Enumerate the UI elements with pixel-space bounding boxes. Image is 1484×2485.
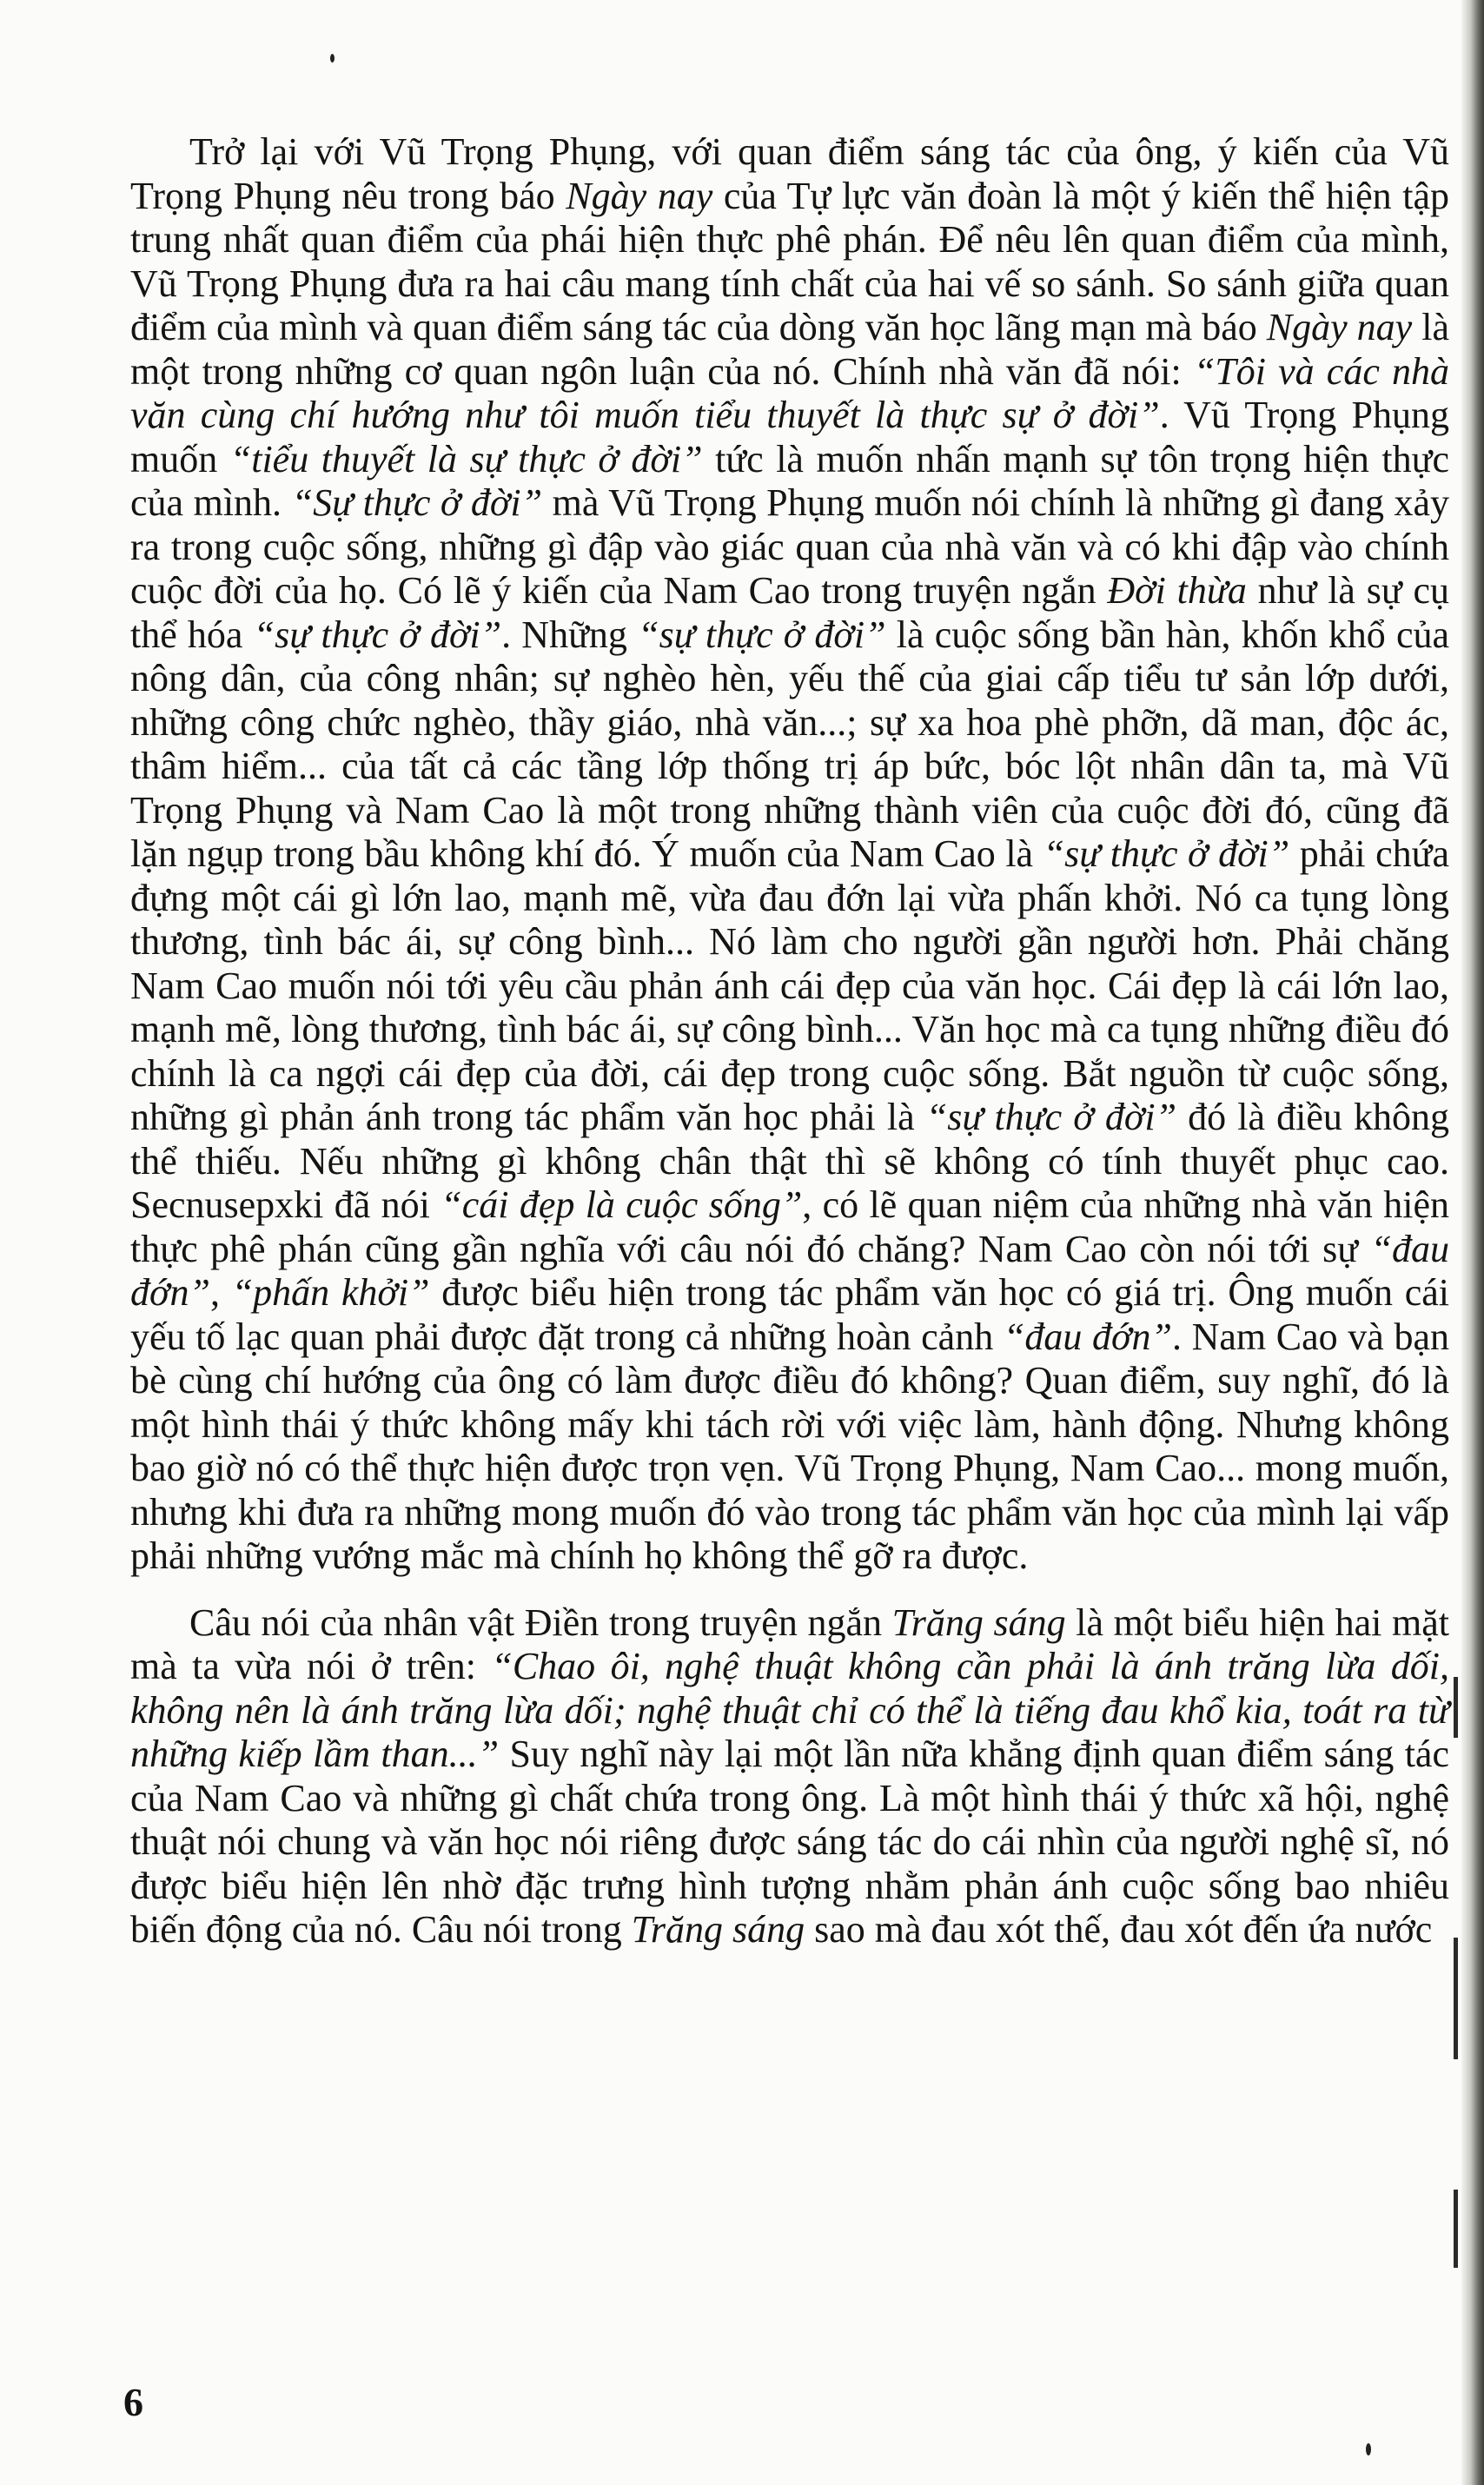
italic-text-run: “sự thực ở đời” — [925, 1096, 1177, 1138]
scan-speck — [1366, 2443, 1371, 2455]
scan-speck — [330, 54, 335, 63]
text-run: tức là muốn nhấn mạnh sự tôn trọng hiện thực của mình. — [130, 437, 1450, 524]
italic-text-run: “cái đẹp là cuộc sống” — [441, 1183, 803, 1226]
text-run: phải chứa đựng một cái gì lớn lao, mạnh mẽ, vừa đau đớn lại vừa phấn khởi. Nó ca tụng lòng thương, tình bác ái, sự công bình... Nó làm cho người gần người hơn. Phải chăng Nam Cao muốn nói tới yêu cầu phản ánh cái đẹp của văn học. Cái đẹp là cái lớn lao, mạnh mẽ, lòng thương, tình bác ái, sự công bình... Văn học mà ca tụng những điều đó chính là ca ngợi cái đẹp của đời, cái đẹp trong cuộc sống. Bắt nguồn từ cuộc sống, những gì phản ánh trong tác phẩm văn học phải là — [130, 832, 1449, 1138]
italic-text-run: Ngày nay — [1266, 306, 1413, 348]
spine-ink-mark — [1454, 1938, 1458, 2059]
text-run: sao mà đau xót thế, đau xót đến ứa nước — [805, 1908, 1433, 1951]
spine-ink-mark — [1454, 2190, 1458, 2268]
italic-text-run: “Sự thực ở đời” — [291, 481, 543, 524]
italic-text-run: “sự thực ở đời” — [638, 613, 886, 656]
page-number: 6 — [123, 2380, 143, 2424]
spine-ink-mark — [1454, 1677, 1458, 1738]
italic-text-run: “đau đớn” — [1003, 1315, 1172, 1358]
italic-text-run: “đau đớn” — [130, 1227, 1449, 1314]
paragraph — [130, 1601, 1449, 1952]
italic-text-run: Trăng sáng — [891, 1600, 1066, 1644]
italic-text-run: “sự thực ở đời” — [1043, 832, 1290, 875]
italic-text-run: Đời thừa — [1107, 569, 1247, 612]
text-run: . Những — [501, 613, 639, 656]
italic-text-run: “sự thực ở đời” — [253, 613, 502, 656]
text-run: là một trong những cơ quan ngôn luận của nó. Chính nhà văn đã nói: — [130, 306, 1449, 393]
text-run: của Tự lực văn đoàn là một ý kiến thể hiện tập trung nhất quan điểm của phái hiện thực phê phán. Để nêu lên quan điểm của mình, Vũ Trọng Phụng đưa ra hai câu mang tính chất của hai vế so sánh. So sánh giữa quan điểm của mình và quan điểm sáng tác của dòng văn học lãng mạn mà báo — [130, 174, 1450, 348]
italic-text-run: Ngày nay — [566, 174, 713, 217]
paragraph — [130, 130, 1449, 1579]
text-run: , có lẽ quan niệm của những nhà văn hiện thực phê phán cũng gần nghĩa với câu nói đó chăng? Nam Cao còn nói tới sự — [130, 1183, 1449, 1270]
text-run: . Vũ Trọng Phụng muốn — [130, 394, 1449, 480]
italic-text-run: “Tôi và các nhà văn cùng chí hướng như tôi muốn tiểu thuyết là thực sự ở đời” — [130, 349, 1449, 436]
text-run: . Nam Cao và bạn bè cùng chí hướng của ông có làm được điều đó không? Quan điểm, suy nghĩ, đó là một hình thái ý thức không mấy khi tách rời với việc làm, hành động. Nhưng không bao giờ nó có thể thực hiện được trọn vẹn. Vũ Trọng Phụng, Nam Cao... mong muốn, nhưng khi đưa ra những mong muốn đó vào trong tác phẩm văn học của mình lại vấp phải những vướng mắc mà chính họ không thể gỡ ra được. — [130, 1315, 1449, 1577]
book-spine-shadow — [1461, 0, 1484, 2485]
italic-text-run: “Chao ôi, nghệ thuật không cần phải là ánh trăng lừa dối, không nên là ánh trăng lừa dối; nghệ thuật chỉ có thể là tiếng đau khổ kia, toát ra từ những kiếp lầm than...” — [130, 1645, 1449, 1775]
text-run: mà Vũ Trọng Phụng muốn nói chính là những gì đang xảy ra trong cuộc sống, những gì đập vào giác quan của nhà văn và có khi đập vào chính cuộc đời của họ. Có lẽ ý kiến của Nam Cao trong truyện ngắn — [130, 481, 1450, 612]
text-run: , — [209, 1271, 232, 1314]
text-run: Trở lại với Vũ Trọng Phụng, với quan điểm sáng tác của ông, ý kiến của Vũ Trọng Phụng nêu trong báo — [130, 130, 1449, 217]
text-run: là một biểu hiện hai mặt mà ta vừa nói ở trên: — [130, 1600, 1449, 1687]
italic-text-run: “phấn khởi” — [231, 1271, 430, 1314]
text-run: là cuộc sống bần hàn, khốn khổ của nông dân, của công nhân; sự nghèo hèn, yếu thế của giai cấp tiểu tư sản lớp dưới, những công chức nghèo, thầy giáo, nhà văn...; sự xa hoa phè phỡn, dã man, độc ác, thâm hiểm... của tất cả các tầng lớp thống trị áp bức, bóc lột nhân dân ta, mà Vũ Trọng Phụng và Nam Cao là một trong những thành viên của cuộc đời đó, cũng đã lặn ngụp trong bầu không khí đó. Ý muốn của Nam Cao là — [130, 613, 1450, 875]
body-text — [130, 130, 1449, 1952]
text-run: đó là điều không thể thiếu. Nếu những gì không chân thật thì sẽ không có tính thuyết phục cao. Secnusepxki đã nói — [130, 1096, 1449, 1226]
italic-text-run: Trăng sáng — [631, 1908, 805, 1951]
text-run: Câu nói của nhân vật Điền trong truyện ngắn — [189, 1600, 892, 1644]
italic-text-run: “tiểu thuyết là sự thực ở đời” — [229, 437, 703, 480]
text-run: Suy nghĩ này lại một lần nữa khẳng định quan điểm sáng tác của Nam Cao và những gì chất chứa trong ông. Là một hình thái ý thức xã hội, nghệ thuật nói chung và văn học nói riêng được sáng tác do cái nhìn của người nghệ sĩ, nó được biểu hiện lên nhờ đặc trưng hình tượng nhằm phản ánh cuộc sống bao nhiêu biến động của nó. Câu nói trong — [130, 1733, 1449, 1951]
text-run: được biểu hiện trong tác phẩm văn học có giá trị. Ông muốn cái yếu tố lạc quan phải được đặt trong cả những hoàn cảnh — [130, 1271, 1450, 1358]
text-run: như là sự cụ thể hóa — [130, 569, 1449, 656]
